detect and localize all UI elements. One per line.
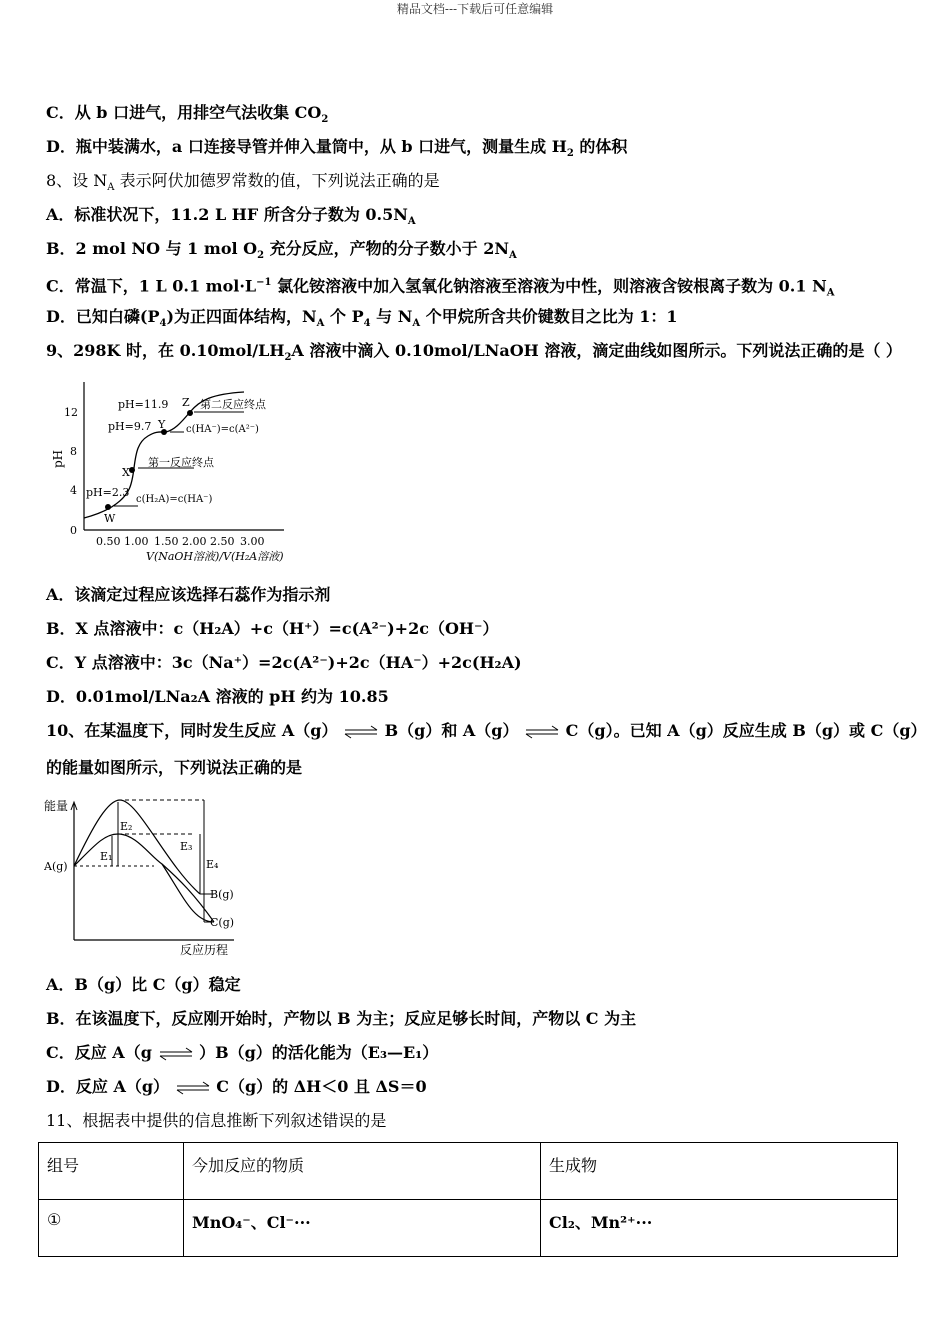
y-tick-8: 8: [70, 445, 77, 458]
label-c-g: C(g): [210, 916, 235, 929]
reaction-path-label: 反应历程: [180, 943, 229, 957]
label-eq2: c(HA⁻)=c(A²⁻): [186, 424, 259, 435]
q8-option-c: [46, 272, 834, 305]
equilibrium-arrow-icon: [175, 1081, 211, 1095]
label-w: W: [104, 512, 116, 525]
q10-option-d-post: C（g）的 ΔH＜0 且 ΔS＝0: [216, 1077, 427, 1096]
q7-option-d-text: D．瓶中装满水，a 口连接导管并伸入量筒中，从 b 口进气，测量生成 H: [46, 137, 567, 156]
q8-option-b-sub1: 2: [257, 250, 265, 262]
equilibrium-arrow-icon: [343, 725, 379, 739]
page-header: 精品文档---下载后可任意编辑: [396, 2, 554, 16]
q9-stem-post: A 溶液中滴入 0.10mol/LNaOH 溶液，滴定曲线如图所示。下列说法正确的是（ ）: [291, 341, 902, 360]
q8-option-d-sub3: 4: [363, 318, 371, 330]
label-e2: E₂: [120, 820, 133, 833]
table-header-group: 组号: [39, 1143, 184, 1200]
label-e3: E₃: [180, 840, 193, 853]
x-tick-200: 2.00: [182, 535, 207, 548]
label-end1: 第一反应终点: [148, 456, 214, 469]
x-axis-label: V(NaOH溶液)/V(H₂A溶液): [146, 550, 284, 563]
table-row: [39, 1200, 898, 1257]
y-tick-4: 4: [70, 484, 77, 497]
y-tick-12: 12: [64, 406, 78, 419]
x-tick-050: 0.50: [96, 535, 121, 548]
point-z: [187, 410, 193, 416]
label-ph119: pH=11.9: [118, 398, 169, 411]
q8-option-d-sub1: 4: [159, 318, 167, 330]
q8-option-a: [46, 204, 416, 233]
q8-option-d-mid2: 个 P: [324, 307, 364, 326]
energy-axis-label: 能量: [44, 799, 69, 813]
q10-option-d: [46, 1076, 427, 1098]
q9-stem: [46, 340, 902, 369]
q8-option-d: [46, 306, 678, 335]
point-x: [129, 467, 135, 473]
label-a-g: A(g): [44, 860, 68, 873]
q9-stem-sub: 2: [284, 352, 292, 364]
q7-option-c-text: C．从 b 口进气，用排空气法收集 CO: [46, 103, 322, 122]
point-w: [105, 504, 111, 510]
q7-option-c: [46, 102, 328, 131]
q8-option-a-sub: A: [407, 216, 416, 228]
energy-diagram-figure: [44, 794, 244, 960]
q7-option-d-post: 的体积: [573, 137, 628, 156]
table-cell-products: Cl₂、Mn²⁺···: [541, 1200, 898, 1257]
label-ph23: pH=2.3: [86, 486, 130, 499]
y-axis-label: pH: [51, 449, 65, 468]
q8-option-d-mid1: )为正四面体结构，N: [166, 307, 317, 326]
q7-option-d: [46, 136, 627, 165]
label-y: Y: [158, 418, 166, 431]
q8-option-b-text: B．2 mol NO 与 1 mol O: [46, 239, 258, 258]
q8-option-d-post: 个甲烷所含共价键数目之比为 1：1: [420, 307, 678, 326]
table-cell-group: ①: [39, 1200, 184, 1257]
y-tick-0: 0: [70, 524, 77, 537]
table-header-row: [39, 1143, 898, 1200]
titration-curve-figure: [44, 372, 304, 572]
q11-stem: 11、根据表中提供的信息推断下列叙述错误的是: [46, 1111, 387, 1130]
equilibrium-arrow-icon: [158, 1047, 194, 1061]
label-ph97: pH=9.7: [108, 420, 152, 433]
label-z: Z: [182, 396, 190, 409]
q11-table: [38, 1142, 898, 1257]
label-eq1: c(H₂A)=c(HA⁻): [136, 494, 213, 505]
table-header-reactants: 今加反应的物质: [184, 1143, 541, 1200]
q10-stem-line1: [46, 720, 927, 742]
equilibrium-arrow-icon: [524, 725, 560, 739]
x-tick-250: 2.50: [210, 535, 235, 548]
q10-option-d-text: D．反应 A（g）: [46, 1077, 170, 1096]
x-tick-100: 1.00: [124, 535, 149, 548]
q7-option-d-sub: 2: [566, 148, 574, 160]
q10-stem-part3: C（g）。已知 A（g）反应生成 B（g）或 C（g）: [565, 721, 927, 740]
q8-option-c-sup: −1: [256, 277, 272, 288]
x-tick-150: 1.50: [154, 535, 179, 548]
q9-option-a: A．该滴定过程应该选择石蕊作为指示剂: [46, 585, 331, 604]
label-e1: E₁: [100, 850, 113, 863]
q10-stem-part1: 10、在某温度下，同时发生反应 A（g）: [46, 721, 338, 740]
q8-option-c-sub: A: [826, 287, 835, 299]
q10-option-a: A．B（g）比 C（g）稳定: [46, 975, 241, 994]
q8-option-b-mid: 充分反应，产物的分子数小于 2N: [264, 239, 509, 258]
label-x: X: [122, 466, 130, 479]
q9-option-c: C．Y 点溶液中：3c（Na⁺）=2c(A²⁻)+2c（HA⁻）+2c(H₂A): [46, 653, 522, 672]
table-header-products: 生成物: [541, 1143, 898, 1200]
q8-option-d-text: D．已知白磷(P: [46, 307, 160, 326]
label-end2: 第二反应终点: [200, 398, 266, 411]
q8-option-c-text: C．常温下，1 L 0.1 mol·L: [46, 276, 257, 296]
q10-stem-line2: 的能量如图所示，下列说法正确的是: [46, 758, 303, 777]
label-b-g: B(g): [210, 888, 234, 901]
q8-option-b-sub2: A: [508, 250, 517, 262]
label-e4: E₄: [206, 858, 219, 871]
q8-option-d-sub4: A: [412, 318, 421, 330]
q8-option-d-sub2: A: [316, 318, 325, 330]
q8-option-d-mid3: 与 N: [370, 307, 413, 326]
q8-stem-sub: A: [107, 182, 115, 194]
curve-tail: [162, 864, 214, 922]
q8-stem-post: 表示阿伏加德罗常数的值，下列说法正确的是: [114, 171, 440, 190]
q8-option-a-text: A．标准状况下，11.2 L HF 所含分子数为 0.5N: [46, 205, 408, 224]
q9-option-b: B．X 点溶液中：c（H₂A）+c（H⁺）=c(A²⁻)+2c（OH⁻）: [46, 619, 499, 638]
q10-option-c: [46, 1042, 438, 1064]
q8-option-b: [46, 238, 517, 267]
q10-option-b: B．在该温度下，反应刚开始时，产物以 B 为主；反应足够长时间，产物以 C 为主: [46, 1009, 637, 1028]
q9-stem-text: 9、298K 时，在 0.10mol/LH: [46, 341, 285, 360]
table-cell-reactants: MnO₄⁻、Cl⁻···: [184, 1200, 541, 1257]
q10-stem-part2: B（g）和 A（g）: [384, 721, 519, 740]
q9-option-d: D．0.01mol/LNa₂A 溶液的 pH 约为 10.85: [46, 687, 389, 706]
q10-option-c-post: ）B（g）的活化能为（E₃—E₁）: [199, 1043, 439, 1062]
q8-stem-text: 8、设 N: [46, 171, 108, 190]
q7-option-c-sub: 2: [321, 114, 329, 126]
q8-option-c-mid: 氯化铵溶液中加入氢氧化钠溶液至溶液为中性，则溶液含铵根离子数为 0.1 N: [271, 276, 827, 296]
q8-stem: [46, 170, 440, 199]
curve-to-b: [74, 834, 214, 922]
x-tick-300: 3.00: [240, 535, 265, 548]
q10-option-c-text: C．反应 A（g: [46, 1043, 152, 1062]
